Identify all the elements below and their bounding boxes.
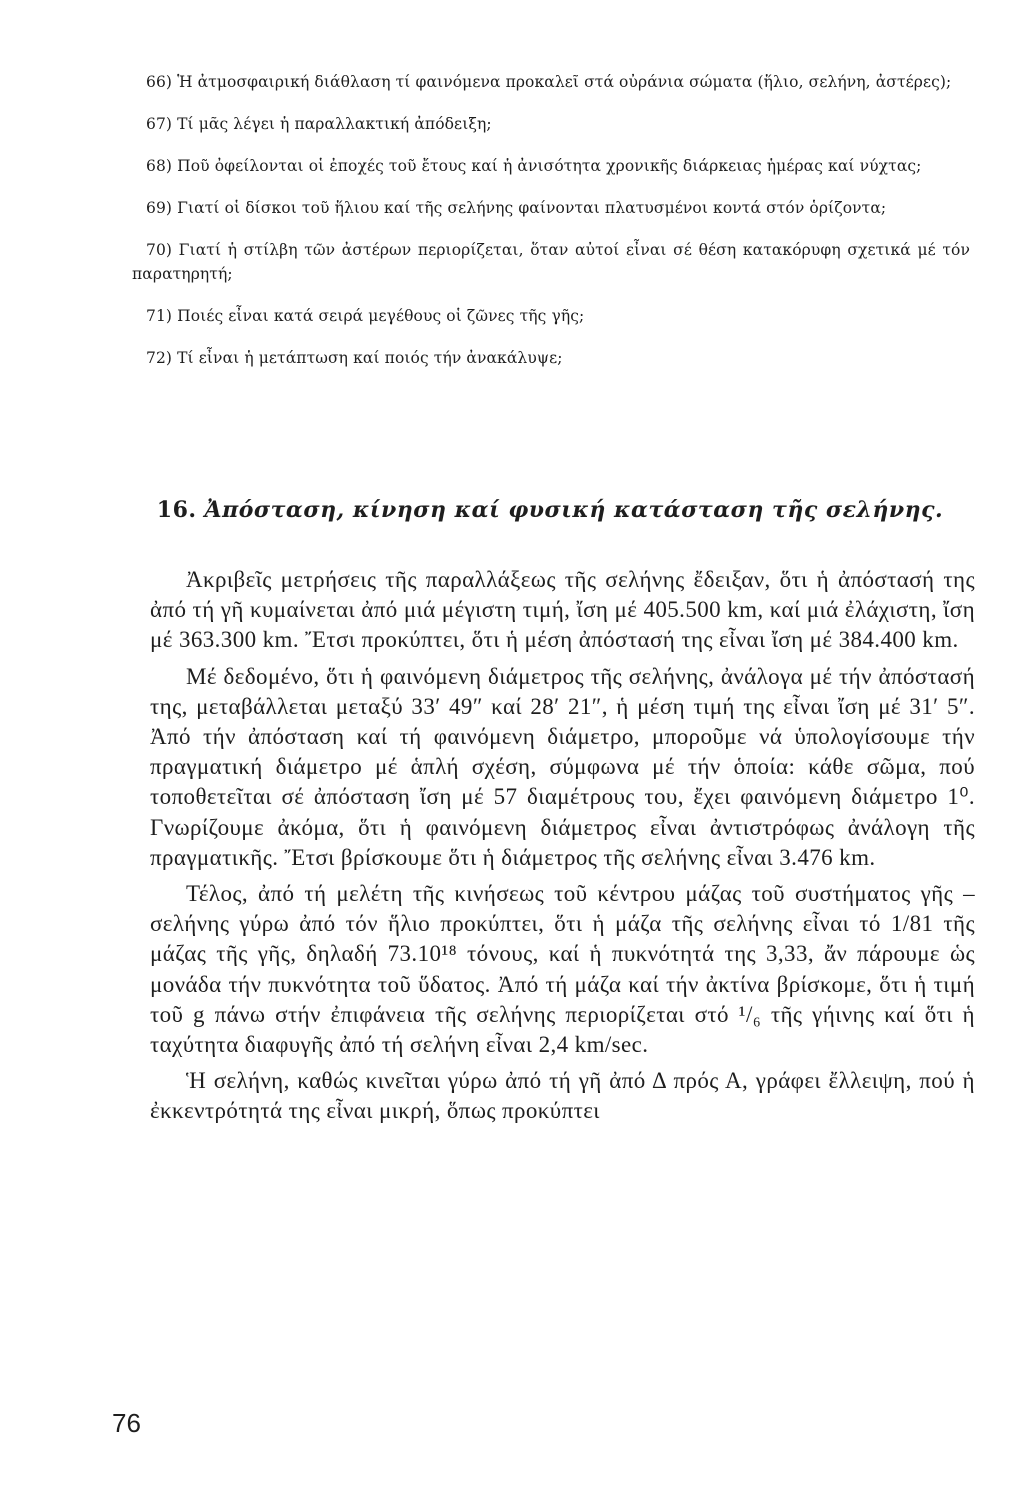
question-68: 68) Ποῦ ὀφείλονται οἱ ἐποχές τοῦ ἔτους καί ἡ ἀνισότητα χρονικῆς διάρκειας ἡμέρας καί νύχτας; (146, 157, 922, 175)
paragraph-mass: Τέλος, ἀπό τή μελέτη τῆς κινήσεως τοῦ κέντρου μάζας τοῦ συστήματος γῆς – σελήνης γύρω ἀπό τόν ἥλιο προκύπτει, ὅτι ἡ μάζα τῆς σελήνης εἶναι τό 1/81 τῆς μάζας τῆς γῆς, δηλαδή 73.10¹⁸ τόνους, καί ἡ πυκνότητά της 3,33, ἄν πάρουμε ὡς μονάδα τήν πυκνότητα τοῦ ὕδατος. Ἀπό τή μάζα καί τήν ἀκτίνα βρίσκομε, ὅτι ἡ τιμή τοῦ g πάνω στήν ἐπιφάνεια τῆς σελήνης περιορίζεται στό ¹/₆ τῆς γήινης καί ὅτι ἡ ταχύτητα διαφυγῆς ἀπό τή σελήνη εἶναι 2,4 km/sec. (150, 881, 975, 1058)
section-body (150, 565, 975, 1133)
review-questions (132, 70, 970, 388)
question-72: 72) Τί εἶναι ἡ μετάπτωση καί ποιός τήν ἀνακάλυψε; (146, 349, 563, 367)
page-number: 76 (112, 1408, 141, 1438)
question-69: 69) Γιατί οἱ δίσκοι τοῦ ἥλιου καί τῆς σελήνης φαίνονται πλατυσμένοι κοντά στόν ὁρίζοντα; (146, 199, 887, 217)
question-67: 67) Τί μᾶς λέγει ἡ παραλλακτική ἀπόδειξη; (146, 115, 492, 133)
paragraph-orbit: Ἡ σελήνη, καθώς κινεῖται γύρω ἀπό τή γῆ ἀπό Δ πρός Α, γράφει ἔλλειψη, πού ἡ ἐκκεντρότητά της εἶναι μικρή, ὅπως προκύπτει (150, 1068, 975, 1124)
section-number: 16. (156, 497, 197, 523)
paragraph-diameter: Μέ δεδομένο, ὅτι ἡ φαινόμενη διάμετρος τῆς σελήνης, ἀνάλογα μέ τήν ἀπόστασή της, μεταβάλλεται μεταξύ 33′ 49″ καί 28′ 21″, ἡ μέση τιμή της εἶναι ἴση μέ 31′ 5″. Ἀπό τήν ἀπόσταση καί τή φαινόμενη διάμετρο, μποροῦμε νά ὑπολογίσουμε τήν πραγματική διάμετρο μέ ἁπλή σχέση, σύμφωνα μέ τήν ὁποία: κάθε σῶμα, πού τοποθετεῖται σέ ἀπόσταση ἴση μέ 57 διαμέτρους του, ἔχει φαινόμενη διάμετρο 1⁰. Γνωρίζουμε ἀκόμα, ὅτι ἡ φαινόμενη διάμετρος εἶναι ἀντιστρόφως ἀνάλογη τῆς πραγματικῆς. Ἔτσι βρίσκουμε ὅτι ἡ διάμετρος τῆς σελήνης εἶναι 3.476 km. (150, 663, 975, 870)
question-66: 66) Ἡ ἀτμοσφαιρική διάθλαση τί φαινόμενα προκαλεῖ στά οὐράνια σώματα (ἥλιο, σελήνη, ἀστέρες); (146, 73, 952, 91)
question-71: 71) Ποιές εἶναι κατά σειρά μεγέθους οἱ ζῶνες τῆς γῆς; (146, 307, 585, 325)
section-heading (130, 497, 970, 523)
paragraph-distance: Ἀκριβεῖς μετρήσεις τῆς παραλλάξεως τῆς σελήνης ἔδειξαν, ὅτι ἡ ἀπόστασή της ἀπό τή γῆ κυμαίνεται ἀπό μιά μέγιστη τιμή, ἴση μέ 405.500 km, καί μιά ἐλάχιστη, ἴση μέ 363.300 km. Ἔτσι προκύπτει, ὅτι ἡ μέση ἀπόστασή της εἶναι ἴση μέ 384.400 km. (150, 567, 975, 653)
section-title-text: Ἀπόσταση, κίνηση καί φυσική κατάσταση τῆς σελήνης. (204, 497, 944, 523)
question-70: 70) Γιατί ἡ στίλβη τῶν ἀστέρων περιορίζεται, ὅταν αὐτοί εἶναι σέ θέση κατακόρυφη σχετικά μέ τόν παρατηρητή; (132, 241, 970, 283)
